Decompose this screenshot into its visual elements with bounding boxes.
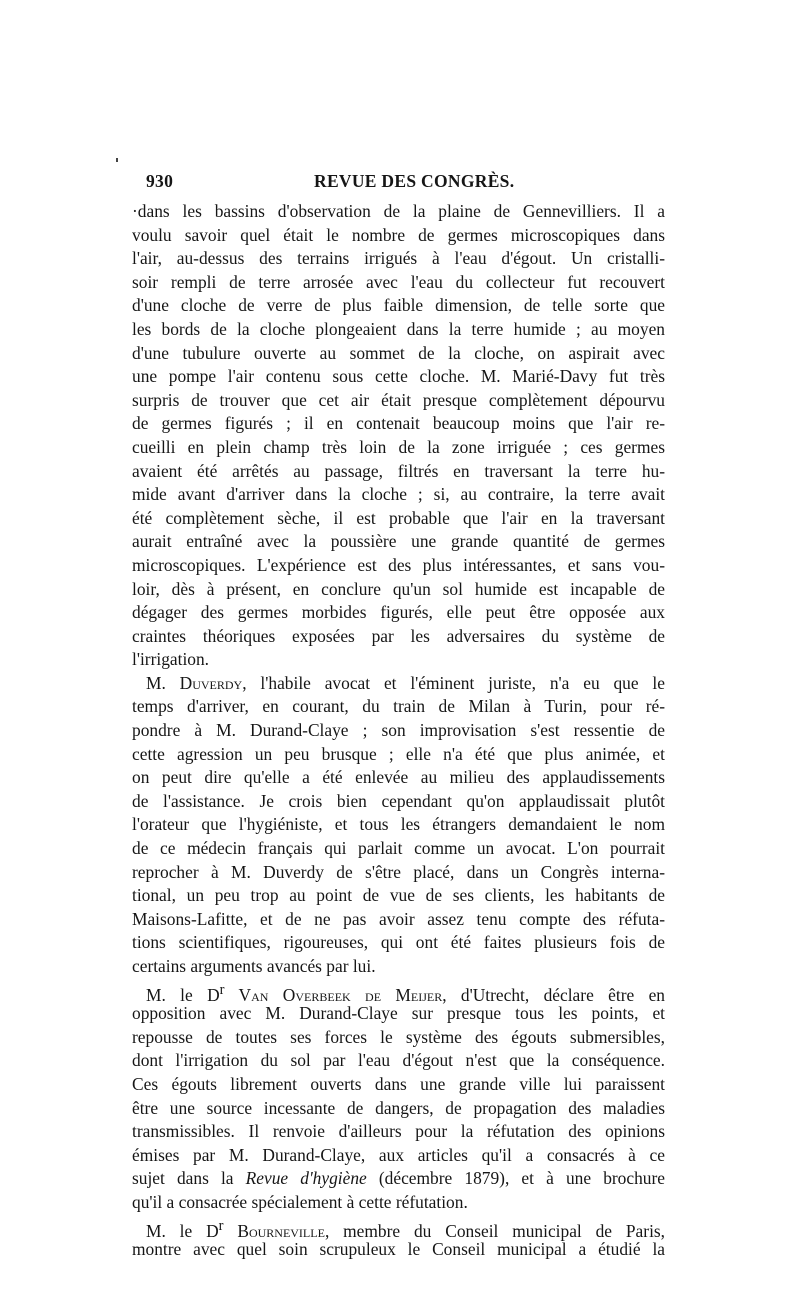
- text-line: dégager des germes morbides figurés, elle peut être opposée aux: [132, 602, 665, 623]
- text-span: (décembre 1879), et à une brochure: [366, 1168, 665, 1189]
- running-title: REVUE DES CONGRÈS.: [314, 171, 515, 191]
- text-line: Ces égouts librement ouverts dans une grande ville lui paraissent: [132, 1073, 665, 1094]
- text-line: temps d'arriver, en courant, du train de Milan à Turin, pour ré-: [132, 696, 665, 717]
- text-line: ·dans les bassins d'observation de la plaine de Gennevilliers. Il a: [132, 201, 665, 221]
- text-span: , l'habile avocat et l'éminent juriste, n'a eu que le: [242, 672, 665, 693]
- text-line: de germes figurés ; il en contenait beaucoup moins que l'air re-: [132, 413, 665, 434]
- text-line: repousse de toutes ses forces le système des égouts submersibles,: [132, 1026, 665, 1047]
- text-line: être une source incessante de dangers, de propagation des maladies: [132, 1097, 665, 1118]
- text-line: pondre à M. Durand-Claye ; son improvisation s'est ressentie de: [132, 720, 665, 741]
- page-number: 930: [146, 171, 174, 191]
- paragraph-first-line: [132, 672, 665, 696]
- text-line: de ce médecin français qui parlait comme un avocat. L'on pourrait: [132, 838, 665, 859]
- text-line: certains arguments avancés par lui.: [132, 956, 376, 976]
- text-span: , membre du Conseil municipal de Paris,: [324, 1220, 666, 1241]
- text-line: d'une tubulure ouverte au sommet de la cloche, on aspirait avec: [132, 342, 665, 363]
- text-line: tions scientifiques, rigoureuses, qui ont été faites plusieurs fois de: [132, 932, 665, 953]
- text-line: cueilli en plein champ très loin de la zone irriguée ; ces germes: [132, 436, 665, 457]
- text-line: transmissibles. Il renvoie d'ailleurs pour la réfutation des opinions: [132, 1121, 665, 1142]
- text-line: opposition avec M. Durand-Claye sur presque tous les points, et: [132, 1003, 665, 1024]
- text-line: l'orateur que l'hygiéniste, et tous les étrangers demandaient le nom: [132, 814, 665, 835]
- text-line: dont l'irrigation du sol par l'eau d'égout n'est que la conséquence.: [132, 1050, 665, 1071]
- text-line: Maisons-Lafitte, et de ne pas avoir assez tenu compte des réfuta-: [132, 908, 665, 929]
- text-line: l'irrigation.: [132, 649, 210, 670]
- superscript: r: [218, 1217, 224, 1234]
- text-line: loir, dès à présent, en conclure qu'un sol humide est incapable de: [132, 578, 665, 599]
- speaker-name: M. Duverdy: [146, 672, 243, 693]
- text-line: qu'il a consacrée spécialement à cette réfutation.: [132, 1191, 468, 1212]
- text-line: soir rempli de terre arrosée avec l'eau du collecteur fut recouvert: [132, 271, 665, 292]
- text-line: craintes théoriques exposées par les adversaires du système de: [132, 625, 665, 646]
- body-text: [132, 200, 665, 1262]
- superscript: r: [219, 981, 225, 998]
- journal-title: Revue d'hygiène: [245, 1168, 367, 1189]
- text-line: tional, un peu trop au point de vue de ses clients, les habitants de: [132, 885, 665, 906]
- text-line: surpris de trouver que cet air était presque complètement dépourvu: [132, 389, 665, 410]
- paragraph-first-line: [132, 1215, 665, 1239]
- text-line: on peut dire qu'elle a été enlevée au milieu des applaudissements: [132, 767, 665, 788]
- text-line: montre avec quel soin scrupuleux le Conseil municipal a étudié la: [132, 1239, 665, 1260]
- text-line: cette agression un peu brusque ; elle n'a été que plus animée, et: [132, 743, 665, 764]
- text-line: [132, 1167, 665, 1191]
- text-span: sujet dans la: [132, 1168, 246, 1189]
- text-line: une pompe l'air contenu sous cette cloche. M. Marié-Davy fut très: [132, 366, 665, 387]
- text-span: M. le D: [146, 984, 220, 1005]
- text-line: émises par M. Durand-Claye, aux articles qu'il a consacrés à ce: [132, 1144, 665, 1165]
- text-line: reprocher à M. Duverdy de s'être placé, dans un Congrès interna-: [132, 861, 665, 882]
- text-line: microscopiques. L'expérience est des plus intéressantes, et sans vou-: [132, 554, 665, 575]
- running-header: [146, 171, 666, 195]
- text-line: les bords de la cloche plongeaient dans la terre humide ; au moyen: [132, 318, 665, 339]
- text-line: voulu savoir quel était le nombre de germes microscopiques dans: [132, 224, 665, 245]
- text-line: aurait entraîné avec la poussière une grande quantité de germes: [132, 531, 665, 552]
- paragraph-first-line: [132, 979, 665, 1003]
- text-line: mide avant d'arriver dans la cloche ; si, au contraire, la terre avait: [132, 484, 665, 505]
- text-span: M. le D: [146, 1220, 219, 1241]
- margin-mark: [116, 158, 118, 162]
- text-line: été complètement sèche, il est probable que l'air en la traversant: [132, 507, 665, 528]
- text-line: d'une cloche de verre de plus faible dimension, de telle sorte que: [132, 295, 665, 316]
- text-line: l'air, au-dessus des terrains irrigués à l'eau d'égout. Un cristalli-: [132, 248, 665, 269]
- text-span: , d'Utrecht, déclare être en: [442, 984, 665, 1005]
- text-line: de l'assistance. Je crois bien cependant qu'on applaudissait plutôt: [132, 790, 665, 811]
- speaker-name: Bourneville: [223, 1220, 325, 1241]
- speaker-name: Van Overbeek de Meijer: [224, 984, 443, 1005]
- text-line: avaient été arrêtés au passage, filtrés en traversant la terre hu-: [132, 460, 665, 481]
